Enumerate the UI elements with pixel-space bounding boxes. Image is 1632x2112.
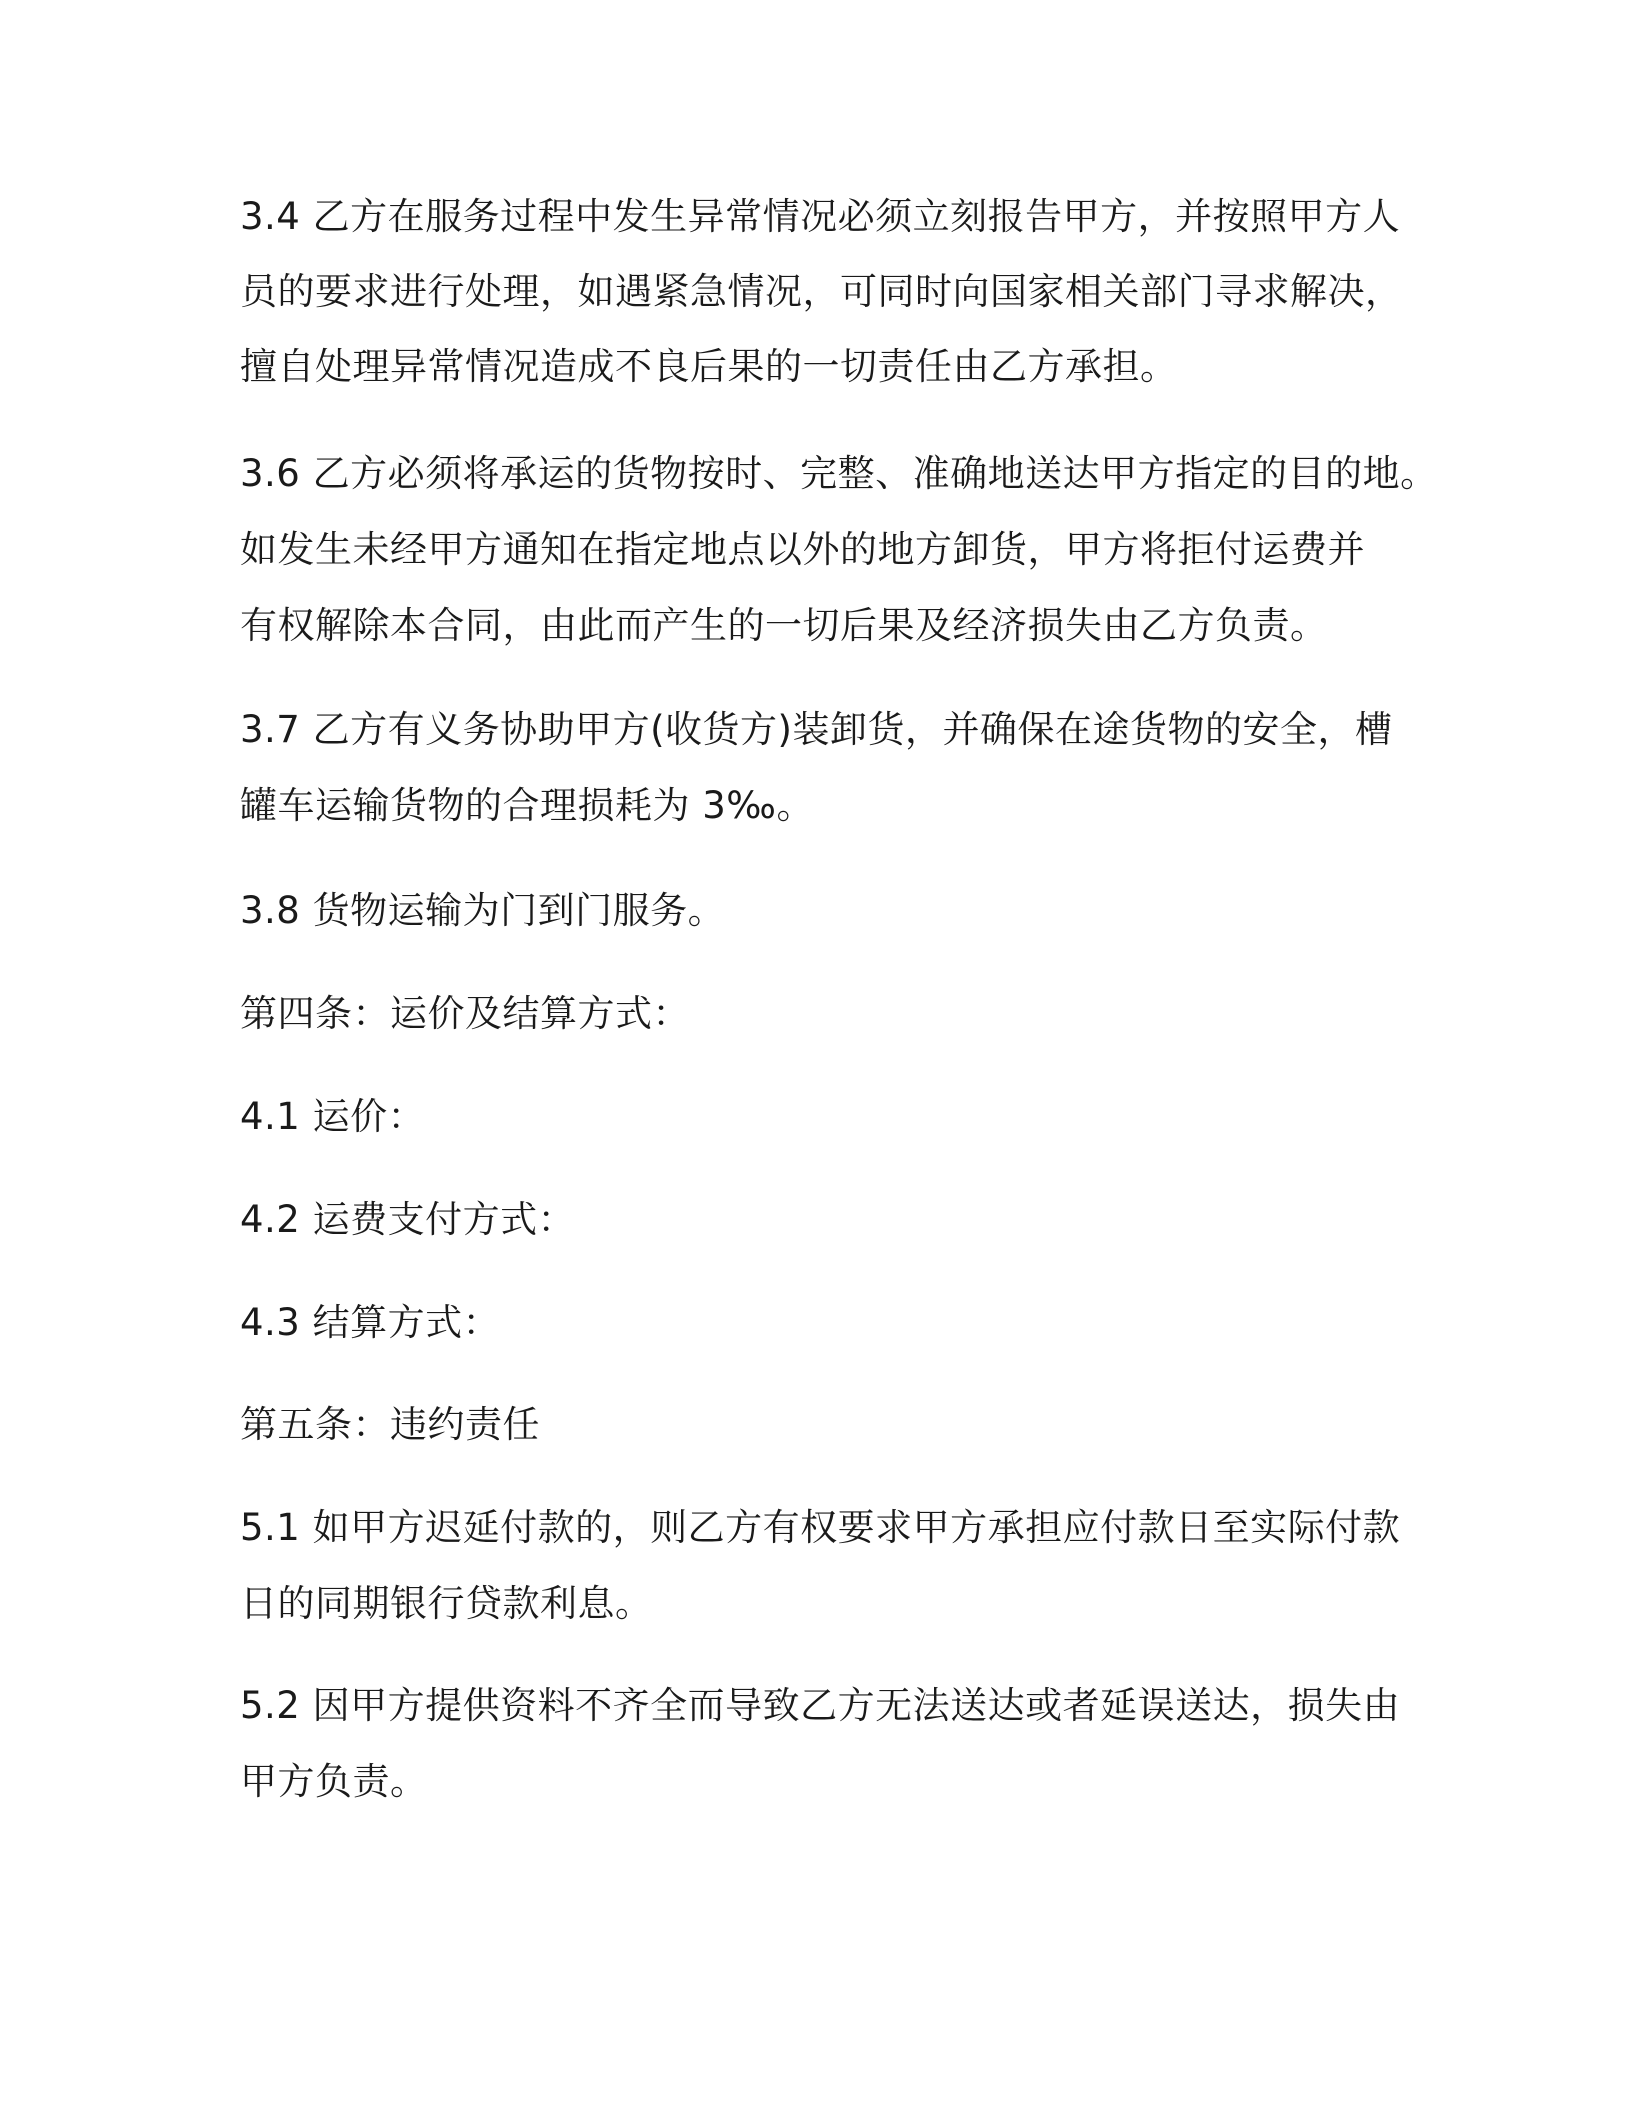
- clause-5-1-line-2: 日的同期银行贷款利息。: [240, 1582, 653, 1625]
- clause-5-1-line-1: 5.1 如甲方迟延付款的，则乙方有权要求甲方承担应付款日至实际付款: [240, 1506, 1401, 1549]
- clause-4-2: 4.2 运费支付方式：: [240, 1198, 576, 1241]
- clause-3-7-line-2: 罐车运输货物的合理损耗为 3‰。: [240, 784, 814, 827]
- clause-3-4-line-1: 3.4 乙方在服务过程中发生异常情况必须立刻报告甲方，并按照甲方人: [240, 195, 1401, 238]
- clause-3-6-line-3: 有权解除本合同，由此而产生的一切后果及经济损失由乙方负责。: [240, 604, 1328, 647]
- clause-3-7-line-1: 3.7 乙方有义务协助甲方(收货方)装卸货，并确保在途货物的安全，槽: [240, 708, 1393, 751]
- clause-4-3: 4.3 结算方式：: [240, 1301, 501, 1344]
- article-4-heading: 第四条：运价及结算方式：: [240, 992, 690, 1035]
- clause-3-6-line-1: 3.6 乙方必须将承运的货物按时、完整、准确地送达甲方指定的目的地。: [240, 452, 1438, 495]
- clause-4-1: 4.1 运价：: [240, 1095, 426, 1138]
- clause-5-2-line-2: 甲方负责。: [240, 1760, 428, 1803]
- clause-3-8: 3.8 货物运输为门到门服务。: [240, 889, 726, 932]
- clause-3-4-line-2: 员的要求进行处理，如遇紧急情况，可同时向国家相关部门寻求解决，: [240, 270, 1403, 313]
- article-5-heading: 第五条：违约责任: [240, 1403, 540, 1446]
- clause-3-4-line-3: 擅自处理异常情况造成不良后果的一切责任由乙方承担。: [240, 345, 1178, 388]
- clause-3-6-line-2: 如发生未经甲方通知在指定地点以外的地方卸货，甲方将拒付运费并: [240, 528, 1365, 571]
- clause-5-2-line-1: 5.2 因甲方提供资料不齐全而导致乙方无法送达或者延误送达，损失由: [240, 1684, 1401, 1727]
